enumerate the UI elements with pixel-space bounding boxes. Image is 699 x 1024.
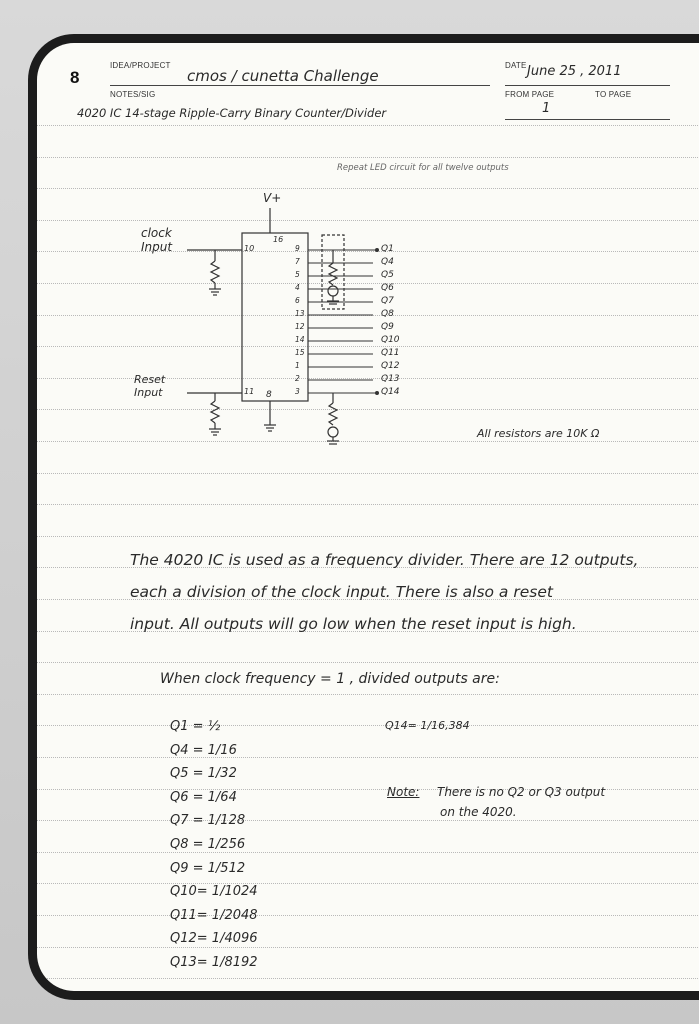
notes-sig-label: NOTES/SIG: [110, 90, 156, 99]
q14-led-resistor: [329, 403, 337, 425]
idea-project-label: IDEA/PROJECT: [110, 61, 171, 70]
output-label: Q4: [381, 257, 394, 267]
division-item: Q5 = 1/32: [170, 766, 237, 782]
from-page-value: 1: [542, 101, 551, 116]
clock-label-1: clock: [141, 226, 172, 240]
clock-label-2: Input: [141, 240, 173, 254]
reset-label-1: Reset: [134, 373, 166, 386]
division-item: Q10= 1/1024: [170, 884, 258, 900]
q14-terminal: [375, 391, 379, 395]
date-label: DATE: [505, 61, 527, 70]
division-item: Q8 = 1/256: [170, 837, 246, 852]
to-page-label: TO PAGE: [595, 90, 632, 99]
output-pin-number: 9: [295, 244, 300, 253]
from-page-label: FROM PAGE: [505, 90, 555, 99]
reset-resistor: [211, 401, 219, 423]
output-pin-number: 5: [295, 270, 300, 279]
q14-led: [328, 427, 338, 437]
division-item: Q4 = 1/16: [170, 742, 237, 758]
notebook-page: [28, 34, 699, 1000]
output-label: Q13: [381, 374, 400, 384]
pin-reset: 11: [244, 387, 255, 396]
notes-text: 4020 IC 14-stage Ripple-Carry Binary Counter/Divider: [77, 106, 387, 120]
output-wires: [308, 250, 377, 393]
output-pin-number: 6: [295, 296, 300, 305]
output-pin-number: 12: [295, 322, 305, 331]
date-value: June 25 , 2011: [527, 64, 622, 79]
pin-clock: 10: [244, 244, 255, 253]
division-item: Q6 = 1/64: [170, 789, 237, 805]
output-pin-number: 4: [295, 283, 300, 292]
output-label: Q11: [381, 348, 400, 358]
output-label: Q12: [381, 361, 400, 371]
output-label: Q14: [381, 387, 400, 397]
division-item: Q9 = 1/512: [170, 860, 246, 876]
division-item: Q13= 1/8192: [170, 955, 258, 970]
q1-led: [328, 286, 338, 296]
q14-division: Q14= 1/16,384: [385, 719, 470, 732]
division-item: Q1 = ½: [170, 719, 221, 734]
output-label: Q5: [381, 270, 394, 280]
division-item: Q12= 1/4096: [170, 931, 258, 947]
output-label: Q1: [381, 244, 394, 254]
reset-label-2: Input: [134, 386, 163, 399]
divisions-intro: When clock frequency = 1 , divided outputs are:: [160, 671, 500, 687]
project-title: cmos / cunetta Challenge: [187, 67, 379, 85]
q1-led-resistor: [329, 263, 337, 285]
output-pin-number: 1: [295, 361, 300, 370]
schematic-diagram: [37, 43, 699, 1000]
output-pin-number: 14: [295, 335, 305, 344]
division-item: Q7 = 1/128: [170, 813, 246, 829]
q1-terminal: [375, 248, 379, 252]
body-line-1: The 4020 IC is used as a frequency divider. There are 12 outputs,: [130, 551, 639, 569]
repeat-led-note: Repeat LED circuit for all twelve outputs: [337, 163, 509, 173]
pin-vdd: 16: [273, 235, 284, 244]
output-label: Q10: [381, 335, 400, 345]
clock-resistor: [211, 261, 219, 283]
output-label: Q8: [381, 309, 394, 319]
output-pin-number: 15: [295, 348, 305, 357]
output-label: Q7: [381, 296, 394, 306]
division-item: Q11= 1/2048: [170, 907, 258, 923]
output-pin-number: 13: [295, 309, 305, 318]
output-pin-number: 2: [295, 374, 300, 383]
resistor-note: All resistors are 10K Ω: [477, 427, 600, 440]
page-number: 8: [70, 68, 80, 87]
body-line-3: input. All outputs will go low when the reset input is high.: [130, 615, 577, 633]
output-pin-number: 3: [295, 387, 300, 396]
note-line-1: There is no Q2 or Q3 output: [437, 785, 606, 799]
output-label: Q9: [381, 322, 394, 332]
output-pin-number: 7: [295, 257, 300, 266]
note-line-2: on the 4020.: [440, 805, 517, 819]
note-label: Note:: [387, 785, 420, 799]
output-label: Q6: [381, 283, 394, 293]
vplus-label: V+: [263, 191, 282, 205]
pin-gnd: 8: [266, 390, 272, 400]
body-line-2: each a division of the clock input. There is also a reset: [130, 583, 553, 601]
